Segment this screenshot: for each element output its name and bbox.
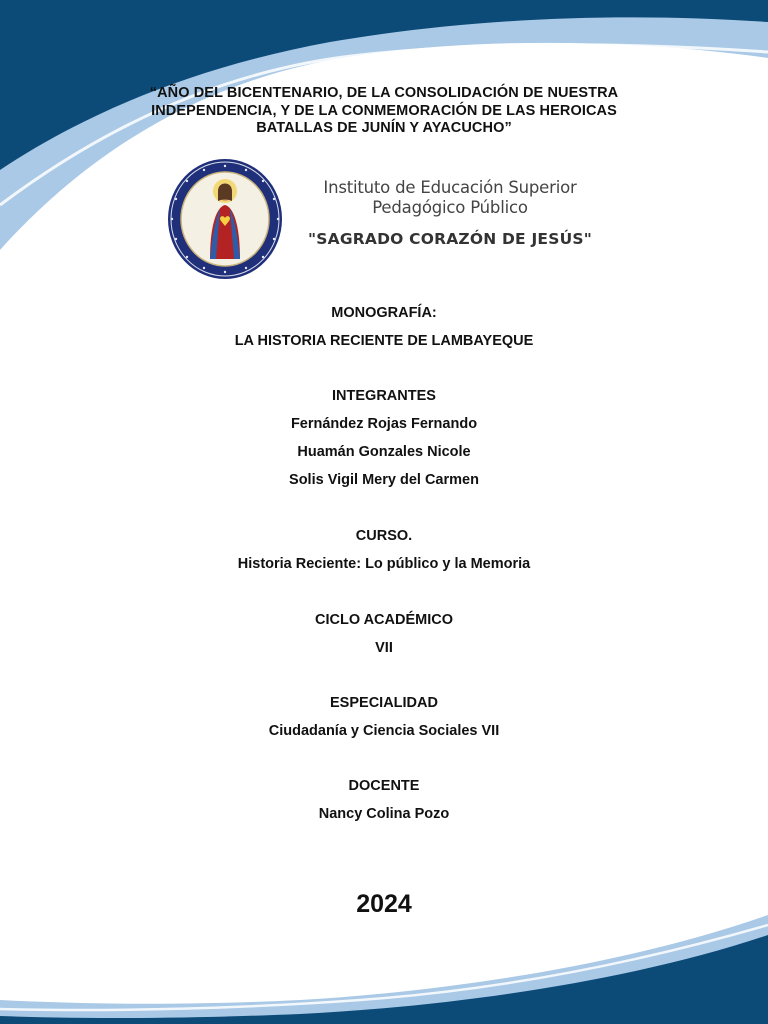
year-motto [104, 85, 664, 138]
member-name: Solis Vigil Mery del Carmen [289, 472, 479, 488]
institution-line-3: "SAGRADO CORAZÓN DE JESÚS" [308, 230, 592, 248]
institution-name [300, 178, 600, 248]
specialty-value: Ciudadanía y Ciencia Sociales VII [268, 723, 500, 739]
cycle-label: CICLO ACADÉMICO [314, 612, 453, 628]
motto-line-3: BATALLAS DE JUNÍN Y AYACUCHO” [256, 120, 512, 136]
institution-line-1: Instituto de Educación Superior [323, 178, 577, 197]
course-section [0, 522, 768, 578]
cycle-value: VII [375, 640, 393, 656]
members-label: INTEGRANTES [332, 388, 436, 404]
institution-line-2: Pedagógico Público [372, 198, 528, 217]
monograph-title: LA HISTORIA RECIENTE DE LAMBAYEQUE [234, 333, 534, 349]
member-name: Huamán Gonzales Nicole [297, 444, 471, 460]
motto-line-2: INDEPENDENCIA, Y DE LA CONMEMORACIÓN DE LAS HEROICAS [151, 102, 617, 119]
course-label: CURSO. [355, 528, 413, 544]
member-name: Fernández Rojas Fernando [290, 416, 478, 432]
cycle-section [0, 606, 768, 662]
year: 2024 [356, 890, 412, 918]
sacred-heart-seal-icon [166, 157, 284, 281]
motto-line-1: “AÑO DEL BICENTENARIO, DE LA CONSOLIDACIÓN DE NUESTRA [149, 85, 619, 101]
monograph-section [0, 299, 768, 355]
monograph-label: MONOGRAFÍA: [331, 305, 437, 321]
specialty-section [0, 689, 768, 745]
members-section [0, 382, 768, 494]
course-value: Historia Reciente: Lo público y la Memoria [237, 556, 531, 572]
teacher-label: DOCENTE [348, 778, 420, 794]
teacher-value: Nancy Colina Pozo [318, 806, 450, 822]
specialty-label: ESPECIALIDAD [330, 695, 438, 711]
teacher-section [0, 772, 768, 828]
